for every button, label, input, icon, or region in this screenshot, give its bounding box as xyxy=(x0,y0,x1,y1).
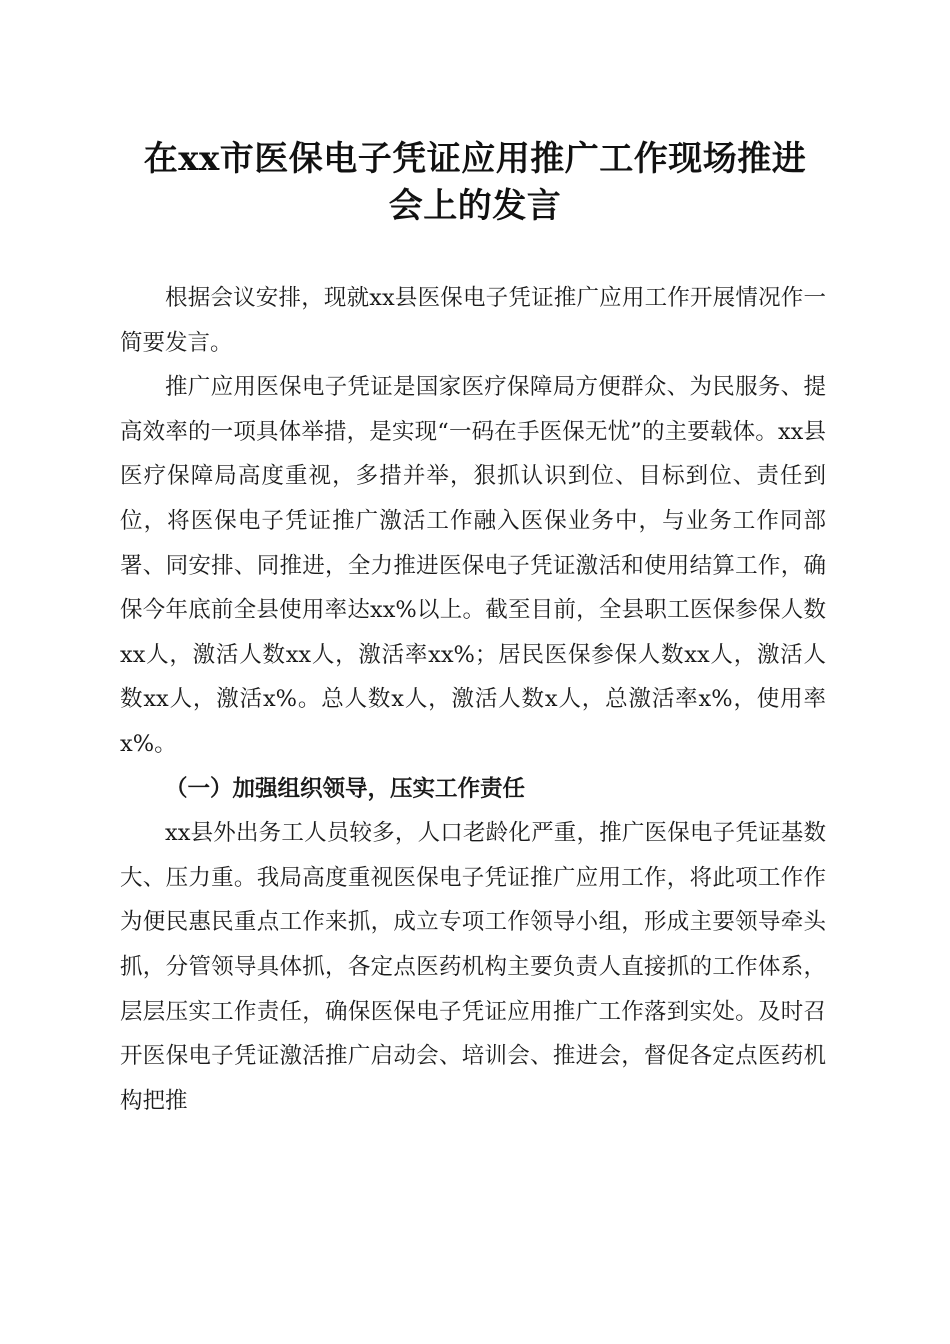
intro-paragraph: 根据会议安排，现就xx县医保电子凭证推广应用工作开展情况作一简要发言。 xyxy=(120,285,826,356)
overview-paragraph: 推广应用医保电子凭证是国家医疗保障局方便群众、为民服务、提高效率的一项具体举措，是实现“一码在手医保无忧”的主要载体。xx县医疗保障局高度重视，多措并举，狠抓认识到位、目标到位、责任到位，将医保电子凭证推广激活工作融入医保业务中，与业务工作同部署、同安排、同推进，全力推进医保电子凭证激活和使用结算工作，确保今年底前全县使用率达xx%以上。截至目前，全县职工医保参保人数xx人，激活人数xx人，激活率xx%；居民医保参保人数xx人，激活人数xx人，激活x%。总人数x人，激活人数x人，总激活率x%，使用率x%。 xyxy=(120,374,826,757)
title-line-1: 在xx市医保电子凭证应用推广工作现场推进 xyxy=(143,139,807,179)
section-paragraph: xx县外出务工人员较多，人口老龄化严重，推广医保电子凭证基数大、压力重。我局高度重视医保电子凭证推广应用工作，将此项工作作为便民惠民重点工作来抓，成立专项工作领导小组，形成主要领导牵头抓，分管领导具体抓，各定点医药机构主要负责人直接抓的工作体系，层层压实工作责任，确保医保电子凭证应用推广工作落到实处。及时召开医保电子凭证激活推广启动会、培训会、推进会，督促各定点医药机构把推 xyxy=(120,820,826,1114)
document-title xyxy=(100,136,850,230)
title-line-2: 会上的发言 xyxy=(388,186,562,226)
section-heading: （一）加强组织领导，压实工作责任 xyxy=(165,775,526,802)
document-body xyxy=(120,276,826,1123)
